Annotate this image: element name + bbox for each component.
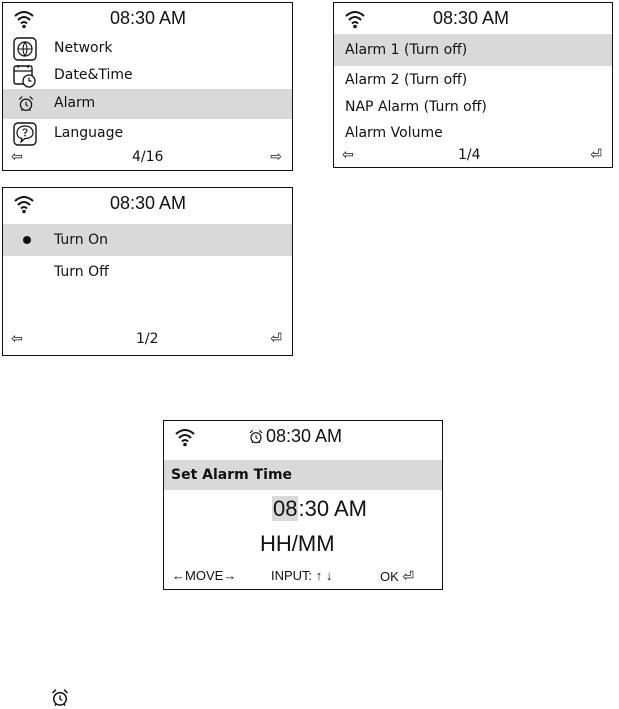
right-arrow-icon[interactable]: ⇨: [270, 149, 282, 165]
menu-item-label: Language: [54, 125, 124, 141]
ok-label: OK: [380, 569, 399, 584]
alarm-icon: [248, 429, 264, 445]
enter-icon[interactable]: ⏎: [270, 331, 282, 347]
enter-icon[interactable]: ⏎: [590, 147, 602, 163]
page-indicator: 1/4: [458, 147, 481, 163]
status-bar: [3, 188, 292, 220]
option-turn-on[interactable]: [3, 224, 292, 256]
footer: [164, 566, 442, 588]
clock-time: 08:30 AM: [110, 8, 187, 28]
menu-item-alarm[interactable]: [3, 89, 292, 119]
ok-hint[interactable]: [380, 568, 414, 585]
alarm-icon: [50, 688, 70, 708]
status-bar: [3, 3, 292, 35]
minute-ampm-field: :30 AM: [298, 496, 367, 521]
list-item-label: NAP Alarm (Turn off): [345, 99, 487, 115]
menu-item-language[interactable]: [3, 119, 292, 149]
list-item-alarm-volume[interactable]: [334, 119, 612, 149]
list-item-alarm-1[interactable]: [334, 34, 612, 66]
menu-item-label: Network: [54, 40, 113, 56]
option-label: Turn On: [54, 232, 109, 248]
wifi-icon: [344, 9, 366, 29]
list-item-alarm-2[interactable]: [334, 66, 612, 96]
alarm-list-screen: [333, 2, 613, 168]
alarm-toggle-screen: [2, 187, 293, 356]
clock-time: 08:30 AM: [266, 426, 343, 446]
list-item-label: Alarm 1 (Turn off): [345, 42, 468, 58]
footer: [3, 330, 292, 352]
language-icon: [13, 122, 37, 146]
left-arrow-icon[interactable]: ⇦: [11, 331, 23, 347]
network-icon: [13, 37, 37, 61]
set-alarm-title-bar: [164, 460, 442, 490]
footer: [334, 146, 612, 168]
page-indicator: 4/16: [132, 149, 164, 165]
selected-bullet-icon: [23, 236, 31, 244]
status-bar: [164, 421, 442, 453]
option-turn-off[interactable]: [3, 258, 292, 288]
menu-screen: [2, 2, 293, 171]
left-arrow-icon[interactable]: ⇦: [342, 147, 354, 163]
status-bar: [334, 3, 612, 35]
list-item-label: Alarm Volume: [345, 125, 443, 141]
menu-item-label: Alarm: [54, 95, 96, 111]
alarm-icon: [17, 95, 35, 113]
page-indicator: 1/2: [136, 331, 159, 347]
page-title: Set Alarm Time: [171, 467, 293, 483]
wifi-icon: [13, 194, 35, 214]
time-value: [272, 496, 367, 522]
footer: [3, 148, 292, 170]
input-hint: INPUT: ↑ ↓: [271, 568, 333, 583]
hour-field[interactable]: 08: [273, 496, 298, 521]
enter-icon: ⏎: [402, 568, 415, 584]
wifi-icon: [174, 427, 196, 447]
clock-time: 08:30 AM: [110, 193, 187, 213]
clock-time: 08:30 AM: [433, 8, 510, 28]
date-time-icon: [13, 64, 37, 88]
move-hint: ←MOVE→: [172, 568, 237, 583]
menu-item-label: Date&Time: [54, 67, 133, 83]
menu-item-network[interactable]: [3, 34, 292, 64]
set-alarm-time-screen: [163, 420, 443, 590]
list-item-label: Alarm 2 (Turn off): [345, 72, 468, 88]
time-format-label: HH/MM: [260, 531, 335, 556]
wifi-icon: [13, 9, 35, 29]
left-arrow-icon[interactable]: ⇦: [11, 149, 23, 165]
menu-item-date-time[interactable]: [3, 61, 292, 91]
option-label: Turn Off: [54, 264, 109, 280]
